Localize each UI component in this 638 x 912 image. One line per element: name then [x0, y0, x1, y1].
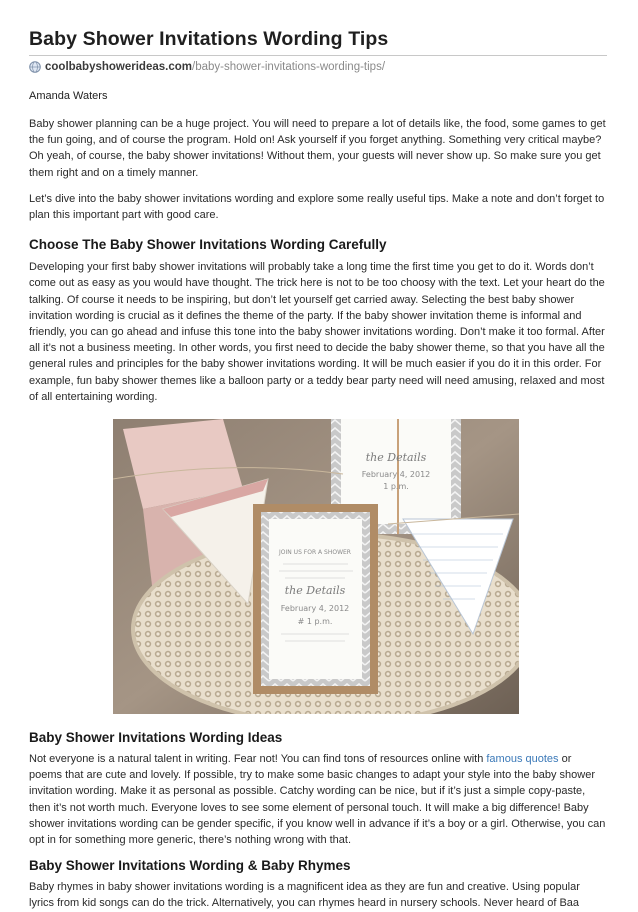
section-heading-baby-rhymes: Baby Shower Invitations Wording & Baby Rhymes [29, 858, 351, 874]
section-heading-wording-ideas: Baby Shower Invitations Wording Ideas [29, 730, 283, 746]
card-time-mid: # 1 p.m. [297, 617, 333, 627]
source-domain-link[interactable]: coolbabyshowerideas.com [45, 61, 192, 73]
page-title: Baby Shower Invitations Wording Tips [29, 28, 389, 50]
document-page [29, 28, 607, 912]
invitations-photo [113, 419, 519, 714]
card-date-mid: February 4, 2012 [280, 604, 350, 614]
author-name: Amanda Waters [29, 90, 108, 102]
title-divider [29, 55, 607, 56]
card-details-top: the Details [365, 451, 427, 465]
section-paragraph-choose-wording: Developing your first baby shower invitations will probably take a long time the first time you get to do it. Words don’t come out as easy as you would have thought. The trick here is not to be too choosy with the text. Let your heart do the talking. Of course it needs to be inspiring, but don’t let yourself get carried away. Selecting the best baby shower invitation wording is crucial as it defines the theme of the party. If the baby shower invitation theme is informal and friendly, you can go ahead and infuse this tone into the baby shower invitations wording. Don’t make it too formal. After all it’s not a business meeting. In other words, you first need to decide the baby shower theme, so that you have all the general rules and principles for the baby shower invitations wording. It will be much easier if you do it in this order. For example, fun baby shower themes like a balloon party or a teddy bear party need will need amusing, relaxed and most of all entertaining wording. [29, 261, 605, 403]
section-heading-choose-wording: Choose The Baby Shower Invitations Wording Carefully [29, 237, 387, 253]
globe-icon [29, 61, 41, 73]
intro-paragraph-2: Let’s dive into the baby shower invitations wording and explore some really useful tips. Make a note and don’t forget to plan this important part with good care. [29, 192, 605, 222]
source-line [29, 61, 607, 73]
card-date-top: February 4, 2012 [361, 470, 431, 480]
section-paragraph-wording-ideas: Not everyone is a natural talent in writing. Fear not! You can find tons of resources online with famous quotes or poems that are cute and lovely. If possible, try to make some basic changes to adapt your style into the baby shower invitation wording. Make it as personal as possible. Catchy wording can be nice, but if it’s just a simple copy-paste, then it’s not worth much. Everyone loves to see some element of personal touch. It will make a big difference! Baby shower invitations wording can be gender specific, if you know well in advance if it’s a boy or a girl. Otherwise, you can opt in for something more generic, there’s nothing wrong with that. [29, 753, 606, 847]
famous-quotes-link[interactable]: famous quotes [486, 753, 559, 766]
card-join-line: JOIN US FOR A SHOWER [279, 549, 351, 557]
card-details-mid: the Details [284, 584, 346, 598]
section-paragraph-baby-rhymes: Baby rhymes in baby shower invitations wording is a magnificent idea as they are fun and creative. Using popular lyrics from kid songs can do the trick. Alternatively, you can rhymes heard in nursery schools. Never heard of Baa [29, 881, 580, 910]
card-time-top: 1 p.m. [383, 482, 409, 492]
source-path: /baby-shower-invitations-wording-tips/ [192, 61, 386, 73]
intro-paragraph-1: Baby shower planning can be a huge project. You will need to prepare a lot of details like, the food, some games to get the fun going, and of course the program. Hold on! Ask yourself if you forget anything. Something very critical maybe? Oh yeah, of course, the baby shower invitations! Without them, your guests will never show up. So make sure you get them right and on a timely manner. [29, 118, 606, 179]
